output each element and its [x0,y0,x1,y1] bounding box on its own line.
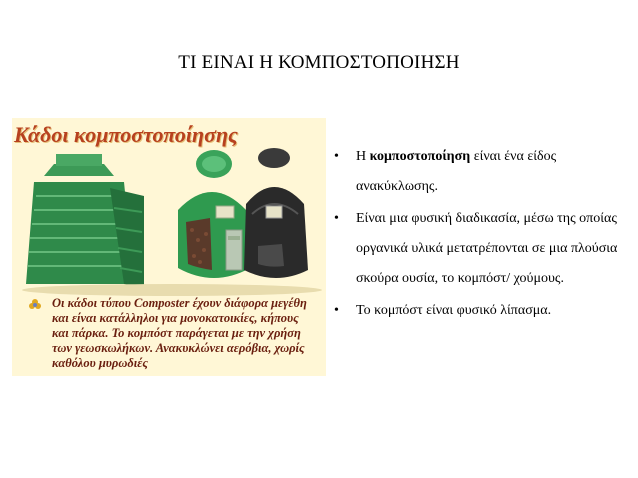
bullet-marker: • [334,303,339,318]
figure-note: Οι κάδοι τύπου Composter έχουν διάφορα μεγέθη και είναι κατάλληλοι για μονοκατοικίες, κήπους και πάρκα. Το κομπόστ παράγεται με την χρήση των γεωσκωλήκων. Ανακυκλώνει αερόβια, χωρίς καθόλου μυρωδιές [52,296,307,370]
bullet-suffix: είναι ένα είδος ανακύκλωσης. [356,149,557,194]
bullet-item [334,204,624,294]
round-green-composter [178,150,250,278]
bullet-item [334,296,624,326]
bullet-text: Το κομπόστ είναι φυσικό λίπασμα. [356,303,552,318]
bullet-marker: • [334,211,339,226]
slide-title: ΤΙ ΕΙΝΑΙ Η ΚΟΜΠΟΣΤΟΠΟΙΗΣΗ [178,52,460,73]
round-black-composter [244,148,308,278]
figure-heading: Κάδοι κομποστοποίησης [14,122,238,147]
bullet-prefix: Η [356,149,370,164]
bullet-text: Είναι μια φυσική διαδικασία, μέσω της οποίας οργανικά υλικά μετατρέπονται σε μια πλούσια σκούρα ουσία, το κομπόστ/ χούμους. [356,211,618,286]
bullet-item [334,142,624,202]
bullet-list [334,142,624,328]
composting-bins-figure [12,118,326,376]
bullet-bold-term: κομποστοποίηση [369,149,471,164]
flower-bullet-icon [28,298,42,312]
bullet-marker: • [334,149,339,164]
tall-composter-bin [26,154,144,288]
